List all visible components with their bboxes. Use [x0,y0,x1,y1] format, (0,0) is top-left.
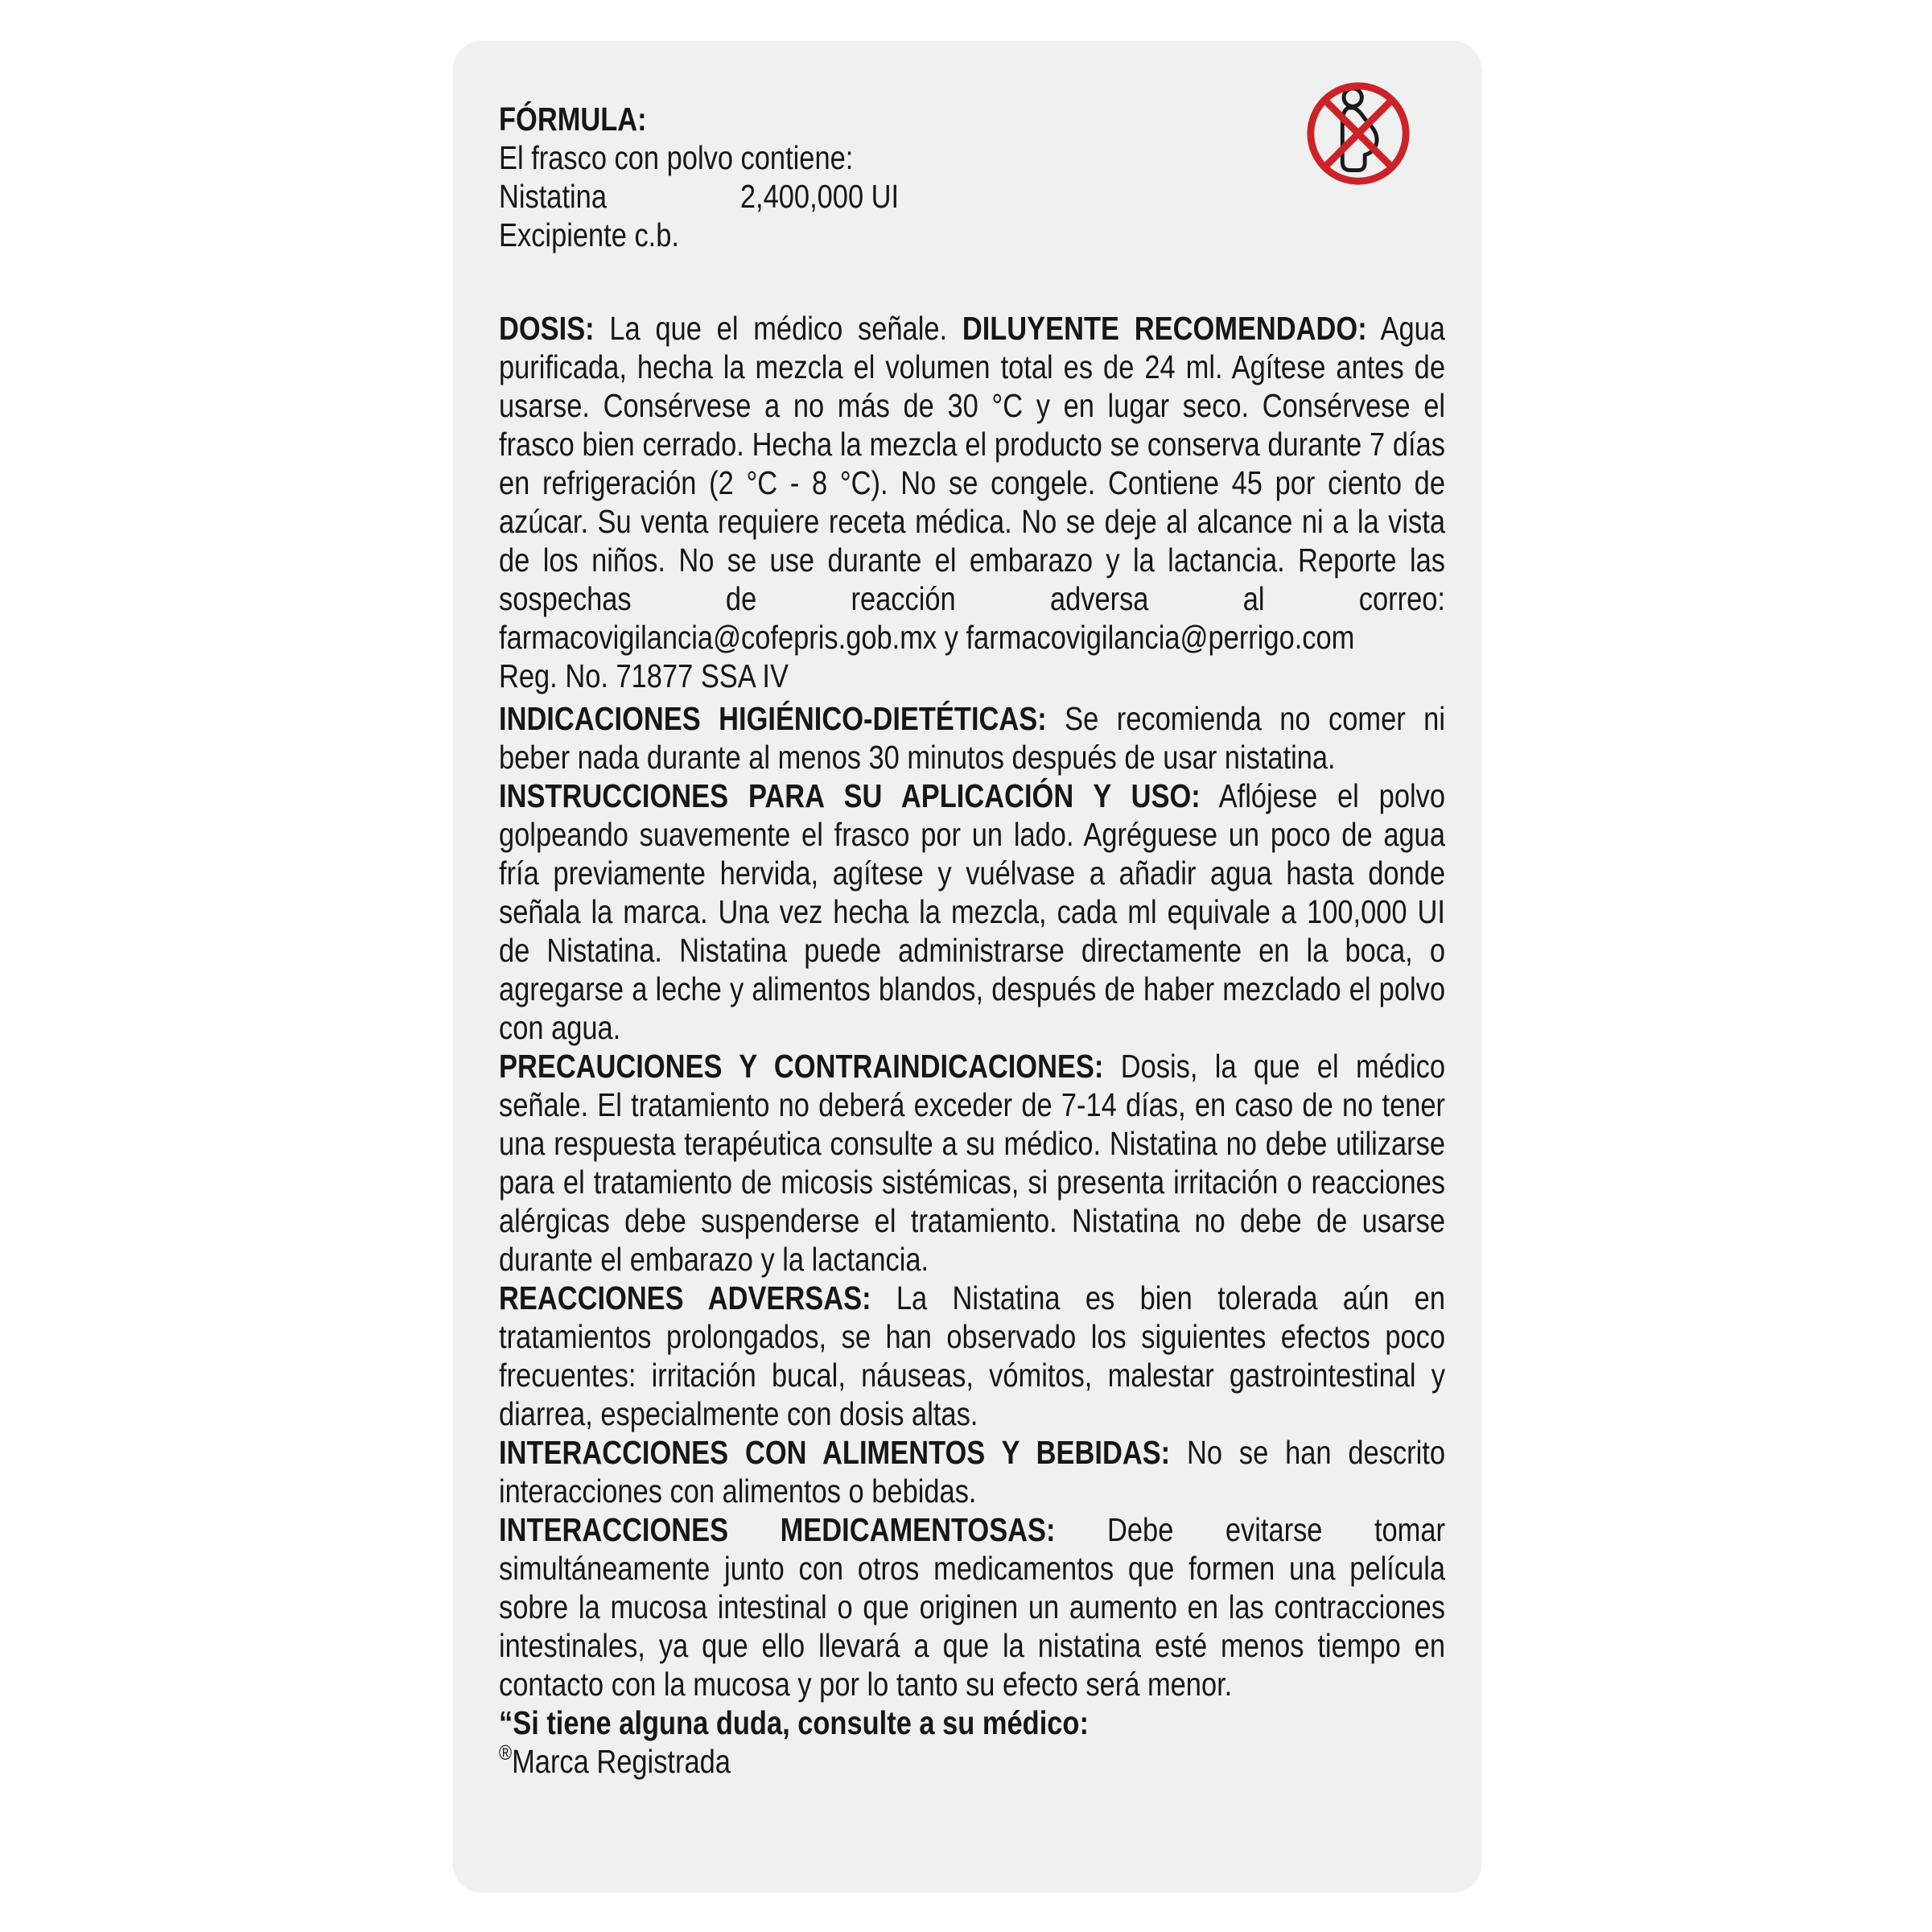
food-interactions-paragraph [499,1433,1445,1510]
dosage-text: La que el médico señale. [609,310,948,347]
dosage-section [499,309,1445,695]
ingredient-amount: 2,400,000 UI [739,178,900,215]
instructions-text: Aflójese el polvo golpeando suavemente el frasco por un lado. Agréguese un poco de agua fría previamente hervida, agítese y vuélvase a añadir agua hasta donde señala la marca. Una vez hecha la mezcla, cada ml equivale a 100,000 UI de Nistatina. Nistatina puede administrarse directamente en la boca, o agregarse a leche y alimentos blandos, después de haber mezclado el polvo con agua. [499,777,1445,1046]
diluent-text: Agua purificada, hecha la mezcla el volumen total es de 24 ml. Agítese antes de usarse. Consérvese a no más de 30 °C y en lugar seco. Consérvese el frasco bien cerrado. Hecha la mezcla el producto se conserva durante 7 días en refrigeración (2 °C - 8 °C). No se congele. Contiene 45 por ciento de azúcar. Su venta requiere receta médica. No se deje al alcance ni a la vista de los niños. No se use durante el embarazo y la lactancia. Reporte las sospechas de reacción adversa al correo: farmacovigilancia@cofepris.gob.mx y farmacovigilancia@perrigo.com [499,310,1445,656]
trademark-text: Marca Registrada [512,1743,731,1780]
trademark-line [499,1742,1445,1781]
doctor-advice-line: “Si tiene alguna duda, consulte a su médico: [499,1704,1089,1741]
drug-interactions-text: Debe evitarse tomar simultáneamente junto con otros medicamentos que formen una película sobre la mucosa intestinal o que originen un aumento en las contracciones intestinales, ya que ello llevará a que la nistatina esté menos tiempo en contacto con la mucosa y por lo tanto su efecto será menor. [499,1511,1445,1703]
drug-interactions-paragraph [499,1510,1445,1703]
food-interactions-label: INTERACCIONES CON ALIMENTOS Y BEBIDAS: [499,1434,1171,1471]
information-section [499,699,1445,1781]
food-interactions-text: No se han descrito interacciones con alimentos o bebidas. [499,1434,1445,1510]
registration-number: Reg. No. 71877 SSA IV [499,657,789,694]
adverse-reactions-text: La Nistatina es bien tolerada aún en tratamientos prolongados, se han observado los siguientes efectos poco frecuentes: irritación bucal, náuseas, vómitos, malestar gastrointestinal y diarrea, especialmente con dosis altas. [499,1279,1445,1432]
ingredient-name: Nistatina [499,178,607,215]
formula-ingredient-row [499,177,1445,216]
drug-interactions-label: INTERACCIONES MEDICAMENTOSAS: [499,1511,1056,1548]
indications-label: INDICACIONES HIGIÉNICO-DIETÉTICAS: [499,700,1047,737]
precautions-text: Dosis, la que el médico señale. El tratamiento no deberá exceder de 7-14 días, en caso de no tener una respuesta terapéutica consulte a su médico. Nistatina no debe utilizarse para el tratamiento de micosis sistémicas, si presenta irritación o reacciones alérgicas debe suspenderse el tratamiento. Nistatina no debe de usarse durante el embarazo y la lactancia. [499,1048,1445,1278]
medication-label-card [453,41,1481,1893]
diluent-label: DILUYENTE RECOMENDADO: [962,310,1367,347]
registered-trademark-icon: ® [499,1740,513,1765]
instructions-paragraph [499,777,1445,1047]
dosage-paragraph [499,309,1445,695]
adverse-reactions-paragraph [499,1279,1445,1433]
dosage-label: DOSIS: [499,310,595,347]
formula-heading: FÓRMULA: [499,101,647,138]
indications-paragraph [499,699,1445,777]
indications-text: Se recomienda no comer ni beber nada durante al menos 30 minutos después de usar nistatina. [499,700,1445,776]
precautions-paragraph [499,1047,1445,1279]
formula-excipient: Excipiente c.b. [499,216,679,253]
instructions-label: INSTRUCCIONES PARA SU APLICACIÓN Y USO: [499,777,1201,814]
adverse-reactions-label: REACCIONES ADVERSAS: [499,1279,871,1316]
formula-section [499,100,1445,254]
precautions-label: PRECAUCIONES Y CONTRAINDICACIONES: [499,1048,1104,1085]
formula-intro: El frasco con polvo contiene: [499,139,854,176]
